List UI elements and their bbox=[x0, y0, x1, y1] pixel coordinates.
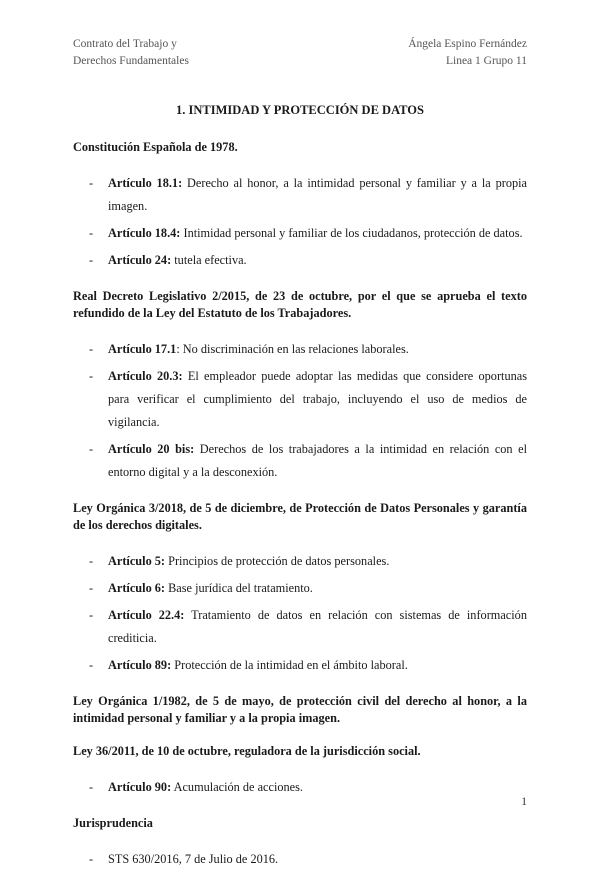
list-item bbox=[73, 338, 527, 361]
article-description: Derechos de los trabajadores a la intimidad en relación con el entorno digital y a la desconexión. bbox=[108, 442, 527, 479]
article-number: Artículo 22.4: bbox=[108, 608, 185, 622]
list-item bbox=[73, 222, 527, 245]
header-group: Linea 1 Grupo 11 bbox=[445, 55, 527, 67]
law-section bbox=[73, 288, 527, 484]
article-list bbox=[73, 338, 527, 484]
list-item bbox=[73, 249, 527, 272]
article-number: Artículo 5: bbox=[108, 554, 166, 568]
list-item bbox=[73, 550, 527, 573]
bullet-dash: - bbox=[89, 442, 94, 456]
list-item bbox=[73, 365, 527, 434]
bullet-dash: - bbox=[89, 226, 94, 240]
article-number: Artículo 18.1: bbox=[108, 176, 183, 190]
article-description: Protección de la intimidad en el ámbito laboral. bbox=[171, 658, 408, 672]
header-course-line1: Contrato del Trabajo y bbox=[73, 38, 177, 50]
list-item bbox=[73, 604, 527, 650]
law-section bbox=[73, 139, 527, 272]
article-description: : No discriminación en las relaciones laborales. bbox=[176, 342, 409, 356]
bullet-dash: - bbox=[89, 253, 94, 267]
article-number: Artículo 24: bbox=[108, 253, 172, 267]
section-heading: Ley 36/2011, de 10 de octubre, reguladora de la jurisdicción social. bbox=[73, 744, 421, 758]
law-section bbox=[73, 743, 527, 799]
article-number: Artículo 17.1 bbox=[108, 342, 177, 356]
section-heading: Jurisprudencia bbox=[73, 816, 153, 830]
bullet-dash: - bbox=[89, 608, 94, 622]
law-section bbox=[73, 500, 527, 677]
page-number: 1 bbox=[521, 796, 527, 808]
list-item bbox=[73, 438, 527, 484]
bullet-dash: - bbox=[89, 852, 94, 866]
section-heading: Ley Orgánica 3/2018, de 5 de diciembre, de Protección de Datos Personales y garantía de los derechos digitales. bbox=[73, 501, 527, 532]
article-description: Acumulación de acciones. bbox=[171, 780, 303, 794]
law-section bbox=[73, 693, 527, 727]
header-author: Ángela Espino Fernández bbox=[408, 38, 527, 50]
law-section bbox=[73, 815, 527, 871]
article-number: Artículo 6: bbox=[108, 581, 166, 595]
article-list bbox=[73, 550, 527, 677]
bullet-dash: - bbox=[89, 554, 94, 568]
article-number: Artículo 18.4: bbox=[108, 226, 181, 240]
bullet-dash: - bbox=[89, 780, 94, 794]
bullet-dash: - bbox=[89, 581, 94, 595]
header-left bbox=[73, 36, 189, 70]
document-body bbox=[73, 139, 527, 887]
article-description: tutela efectiva. bbox=[171, 253, 247, 267]
article-description: Derecho al honor, a la intimidad personal y familiar y a la propia imagen. bbox=[108, 176, 527, 213]
article-list bbox=[73, 848, 527, 871]
list-item bbox=[73, 776, 527, 799]
section-heading: Ley Orgánica 1/1982, de 5 de mayo, de protección civil del derecho al honor, a la intimidad personal y familiar y a la propia imagen. bbox=[73, 694, 527, 725]
header-course-line2: Derechos Fundamentales bbox=[73, 55, 189, 67]
article-list bbox=[73, 776, 527, 799]
article-number: Artículo 90: bbox=[108, 780, 172, 794]
article-description: Base jurídica del tratamiento. bbox=[165, 581, 313, 595]
bullet-dash: - bbox=[89, 342, 94, 356]
article-number: Artículo 20.3: bbox=[108, 369, 183, 383]
section-heading: Constitución Española de 1978. bbox=[73, 140, 238, 154]
bullet-dash: - bbox=[89, 658, 94, 672]
article-number: Artículo 89: bbox=[108, 658, 172, 672]
section-heading: Real Decreto Legislativo 2/2015, de 23 de octubre, por el que se aprueba el texto refundido de la Ley del Estatuto de los Trabajadores. bbox=[73, 289, 527, 320]
header-right bbox=[408, 36, 527, 70]
list-item bbox=[73, 654, 527, 677]
list-item bbox=[73, 577, 527, 600]
article-description: Tratamiento de datos en relación con sistemas de información crediticia. bbox=[108, 608, 527, 645]
article-description: Intimidad personal y familiar de los ciudadanos, protección de datos. bbox=[180, 226, 523, 240]
document-title: 1. INTIMIDAD Y PROTECCIÓN DE DATOS bbox=[176, 103, 424, 117]
bullet-dash: - bbox=[89, 176, 94, 190]
article-number: Artículo 20 bis: bbox=[108, 442, 195, 456]
article-description: Principios de protección de datos personales. bbox=[165, 554, 390, 568]
article-description: STS 630/2016, 7 de Julio de 2016. bbox=[108, 852, 279, 866]
list-item bbox=[73, 172, 527, 218]
bullet-dash: - bbox=[89, 369, 94, 383]
article-list bbox=[73, 172, 527, 272]
article-description: El empleador puede adoptar las medidas que considere oportunas para verificar el cumplimiento del trabajo, incluyendo el uso de medios de vigilancia. bbox=[108, 369, 527, 429]
list-item bbox=[73, 848, 527, 871]
